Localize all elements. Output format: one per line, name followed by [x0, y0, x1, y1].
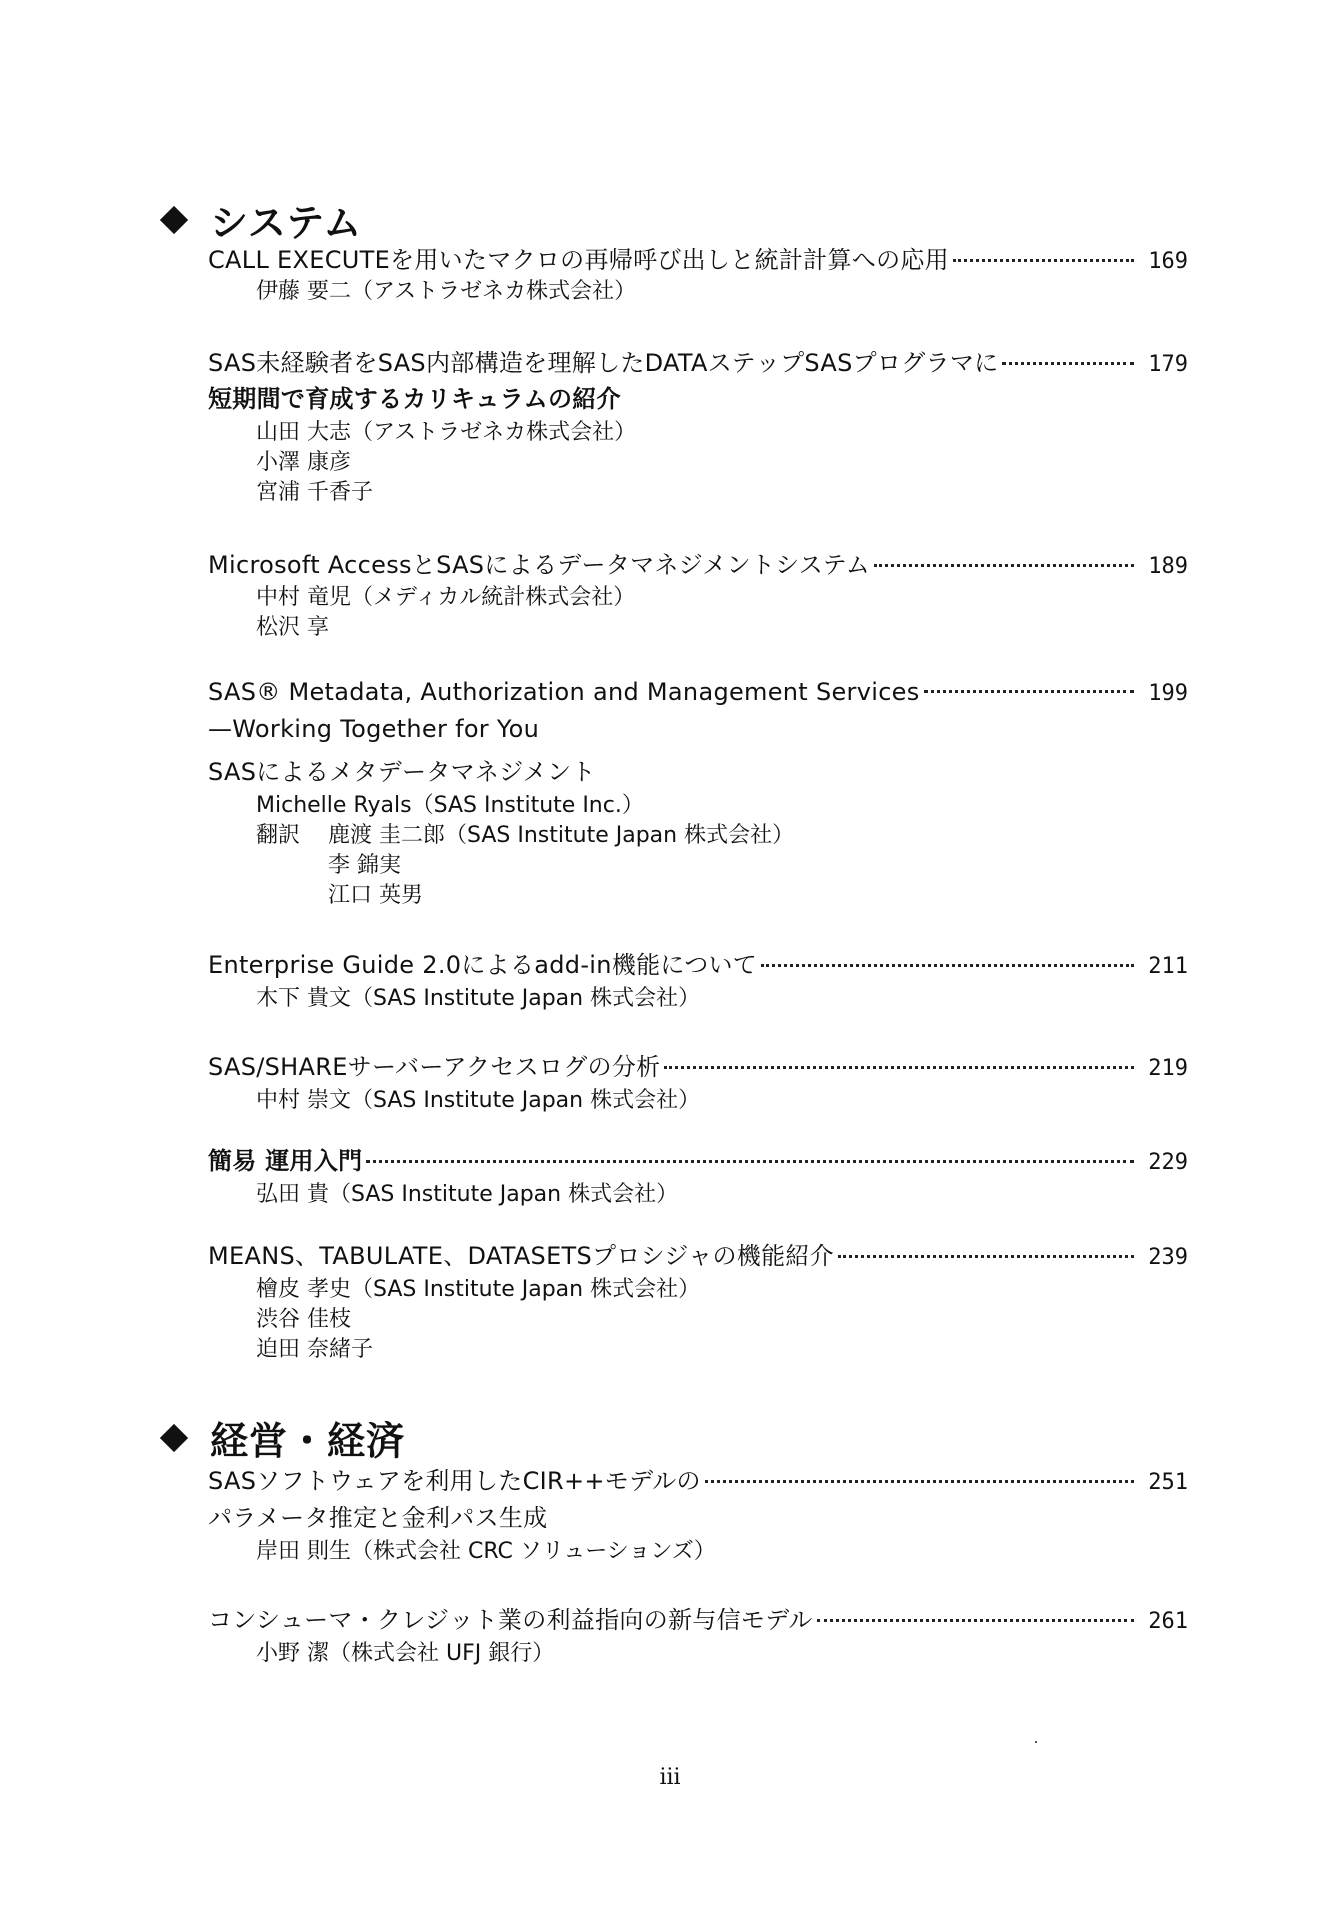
- toc-entry[interactable]: [208, 1236, 1188, 1271]
- page-number: 169: [1148, 249, 1188, 274]
- author-line: 山田 大志（アストラゼネカ株式会社）: [256, 420, 637, 445]
- page-number: 199: [1148, 681, 1188, 706]
- section-heading-text: 経営・経済: [210, 1419, 406, 1463]
- translator-line: 鹿渡 圭二郎（SAS Institute Japan 株式会社）: [328, 823, 795, 848]
- author-line: Michelle Ryals（SAS Institute Inc.）: [256, 793, 644, 818]
- entry-title: SAS® Metadata, Authorization and Management Services: [208, 678, 920, 706]
- entry-title: SAS未経験者をSAS内部構造を理解したDATAステップSASプログラマに: [208, 349, 999, 377]
- page-number: 239: [1148, 1245, 1188, 1270]
- leader-dots: [817, 1619, 1134, 1622]
- translator-line: 江口 英男: [328, 883, 423, 908]
- page-number: 179: [1148, 352, 1188, 377]
- page-number: 229: [1148, 1150, 1188, 1175]
- leader-dots: [874, 564, 1134, 567]
- entry-title-japanese: SASによるメタデータマネジメント: [208, 758, 596, 786]
- toc-entry[interactable]: [208, 240, 1188, 275]
- author-line: 岸田 則生（株式会社 CRC ソリューションズ）: [256, 1539, 716, 1564]
- entry-title: CALL EXECUTEを用いたマクロの再帰呼び出しと統計計算への応用: [208, 246, 949, 274]
- author-line: 弘田 貴（SAS Institute Japan 株式会社）: [256, 1182, 679, 1207]
- entry-subtitle: —Working Together for You: [208, 715, 540, 743]
- entry-title: Microsoft AccessとSASによるデータマネジメントシステム: [208, 551, 871, 579]
- diamond-bullet-icon: [160, 205, 188, 233]
- page-number: 251: [1148, 1470, 1188, 1495]
- page-number: 211: [1148, 954, 1188, 979]
- toc-entry[interactable]: [208, 1047, 1188, 1082]
- toc-entry[interactable]: [208, 678, 1188, 706]
- author-line: 渋谷 佳枝: [256, 1307, 351, 1332]
- author-line: 迫田 奈緒子: [256, 1337, 373, 1362]
- entry-title-continued: パラメータ推定と金利パス生成: [208, 1504, 548, 1532]
- section-heading-management-economics: [160, 1410, 405, 1465]
- leader-dots: [705, 1480, 1134, 1483]
- entry-title: SASソフトウェアを利用したCIR++モデルの: [208, 1467, 701, 1495]
- author-line: 小野 潔（株式会社 UFJ 銀行）: [256, 1641, 555, 1666]
- leader-dots: [366, 1160, 1134, 1163]
- author-line: 伊藤 要二（アストラゼネカ株式会社）: [256, 279, 637, 304]
- leader-dots: [1002, 362, 1134, 365]
- page-number: 261: [1148, 1609, 1188, 1634]
- page-number: 219: [1148, 1056, 1188, 1081]
- leader-dots: [664, 1066, 1134, 1069]
- author-line: 宮浦 千香子: [256, 480, 373, 505]
- page-folio: iii: [659, 1765, 681, 1790]
- toc-entry[interactable]: [208, 1141, 1188, 1176]
- entry-title: コンシューマ・クレジット業の利益指向の新与信モデル: [208, 1606, 813, 1634]
- author-line: 木下 貴文（SAS Institute Japan 株式会社）: [256, 986, 701, 1011]
- author-line: 松沢 享: [256, 615, 329, 640]
- page-number: 189: [1148, 554, 1188, 579]
- author-line: 小澤 康彦: [256, 450, 351, 475]
- leader-dots: [838, 1255, 1134, 1258]
- author-line: 中村 竜児（メディカル統計株式会社）: [256, 585, 636, 610]
- entry-title-continued: 短期間で育成するカリキュラムの紹介: [208, 385, 621, 413]
- entry-title: 簡易 運用入門: [208, 1147, 363, 1175]
- toc-entry[interactable]: [208, 1600, 1188, 1635]
- leader-dots: [924, 690, 1134, 693]
- translator-label: 翻訳: [256, 823, 301, 848]
- toc-entry[interactable]: [208, 1461, 1188, 1496]
- toc-entry[interactable]: [208, 945, 1188, 980]
- diamond-bullet-icon: [160, 1423, 188, 1451]
- leader-dots: [761, 964, 1134, 967]
- translator-line: 李 錦実: [328, 853, 401, 878]
- entry-title: MEANS、TABULATE、DATASETSプロシジャの機能紹介: [208, 1242, 834, 1270]
- section-heading-system: [160, 192, 362, 247]
- section-heading-text: システム: [210, 201, 363, 245]
- entry-title: SAS/SHAREサーバーアクセスログの分析: [208, 1053, 661, 1081]
- toc-entry[interactable]: [208, 545, 1188, 580]
- scan-speck: [1035, 1741, 1037, 1743]
- author-line: 中村 崇文（SAS Institute Japan 株式会社）: [256, 1088, 701, 1113]
- entry-title: Enterprise Guide 2.0によるadd-in機能について: [208, 951, 758, 979]
- author-line: 檜皮 孝史（SAS Institute Japan 株式会社）: [256, 1277, 701, 1302]
- leader-dots: [953, 259, 1134, 262]
- toc-entry[interactable]: [208, 343, 1188, 378]
